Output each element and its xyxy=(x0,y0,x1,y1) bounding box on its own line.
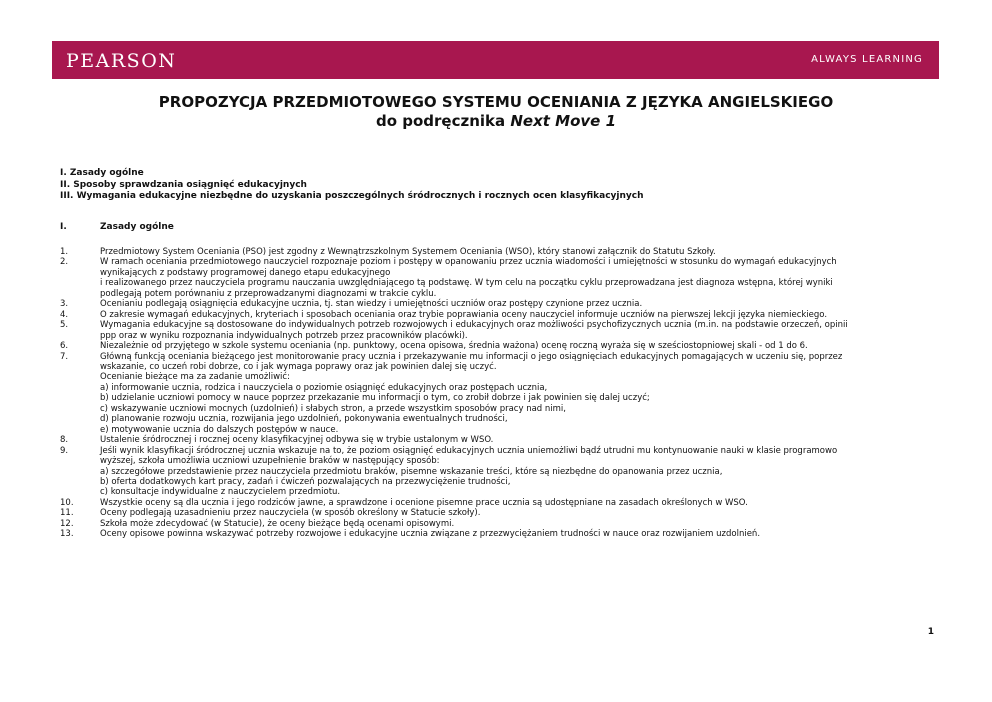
list-item-text: Szkoła może zdecydować (w Statucie), że oceny bieżące będą ocenami opisowymi. xyxy=(100,518,455,529)
list-item-text: c) konsultacje indywidualne z nauczycielem przedmiotu. xyxy=(100,487,341,498)
brand-logo: PEARSON xyxy=(66,50,177,72)
list-item-text: a) informowanie ucznia, rodzica i nauczyciela o poziomie osiągnięć edukacyjnych oraz postępach ucznia, xyxy=(100,382,548,393)
list-item-continuation xyxy=(60,372,930,382)
subtitle-book-name: Next Move 1 xyxy=(510,112,617,130)
list-item-text: Niezależnie od przyjętego w szkole systemu oceniania (np. punktowy, ocena opisowa, średnia ważona) ocenę roczną wyraża się w sześciostopniowej skali - od 1 do 6. xyxy=(100,341,808,352)
list-item-text: W ramach oceniania przedmiotowego nauczyciel rozpoznaje poziom i postępy w opanowaniu przez ucznia wiadomości i umiejętności w stosunku do wymagań edukacyjnych xyxy=(100,257,837,268)
toc-item: II. Sposoby sprawdzania osiągnięć edukacyjnych xyxy=(60,179,307,190)
list-item-continuation xyxy=(60,331,930,341)
list-item-text: i realizowanego przez nauczyciela programu nauczania uwzględniającego tą podstawę. W tym celu na początku cyklu przeprowadzana jest diagnoza wstępna, której wyniki xyxy=(100,278,833,289)
list-item xyxy=(60,247,930,257)
list-item-text: b) udzielanie uczniowi pomocy w nauce poprzez przekazanie mu informacji o tym, co zrobił dobrze i jak powinien się dalej uczyć; xyxy=(100,393,650,404)
list-item-continuation xyxy=(60,383,930,393)
list-item-text: c) wskazywanie uczniowi mocnych (uzdolnień) i słabych stron, a przede wszystkim sposobów pracy nad nimi, xyxy=(100,403,566,414)
list-item-number xyxy=(60,278,100,288)
list-item-number xyxy=(60,393,100,403)
tagline: ALWAYS LEARNING xyxy=(811,54,923,65)
section-title: Zasady ogólne xyxy=(100,222,174,232)
list-item-text: wynikających z podstawy programowej danego etapu edukacyjnego xyxy=(100,267,391,278)
list-item-continuation xyxy=(60,268,930,278)
list-item-text: Wymagania edukacyjne są dostosowane do indywidualnych potrzeb rozwojowych i edukacyjnych oraz możliwości psychofizycznych ucznia (m.in. na podstawie orzeczeń, opinii xyxy=(100,320,848,331)
list-item-number: 2. xyxy=(60,257,69,268)
list-item-number xyxy=(60,404,100,414)
list-item-number: 7. xyxy=(60,351,69,362)
list-item-text: Przedmiotowy System Oceniania (PSO) jest zgodny z Wewnątrzszkolnym Systemem Oceniania (WSO), który stanowi załącznik do Statutu Szkoły. xyxy=(100,247,716,257)
list-item-number: 10. xyxy=(60,497,74,508)
list-item-text: b) oferta dodatkowych kart pracy, zadań i ćwiczeń pozwalających na przezwyciężenie trudności, xyxy=(100,476,511,487)
list-item-text: d) planowanie rozwoju ucznia, rozwijania jego uzdolnień, pokonywania ewentualnych trudności, xyxy=(100,414,508,425)
list-item-number: 4. xyxy=(60,309,69,320)
list-item-number xyxy=(60,456,100,466)
list-item-continuation xyxy=(60,477,930,487)
list-item-number xyxy=(60,289,100,299)
list-item-continuation xyxy=(60,456,930,466)
list-item-number: 6. xyxy=(60,341,69,352)
list-item-number: 13. xyxy=(60,529,74,540)
list-item xyxy=(60,508,930,518)
list-item-number: 12. xyxy=(60,518,74,529)
list-item xyxy=(60,310,930,320)
list-item xyxy=(60,498,930,508)
list-item-number xyxy=(60,268,100,278)
list-item-number xyxy=(60,372,100,382)
list-item-number xyxy=(60,362,100,372)
list-item-text: Jeśli wynik klasyfikacji śródrocznej ucznia wskazuje na to, że poziom osiągnięć edukacyjnych ucznia uniemożliwi bądź utrudni mu kontynuowanie nauki w klasie programowo xyxy=(100,445,838,456)
list-item-continuation xyxy=(60,278,930,288)
pearson-banner xyxy=(52,41,939,79)
list-item xyxy=(60,320,930,330)
list-item-number: 8. xyxy=(60,435,69,446)
list-item-text: podlegają potem porównaniu z przeprowadzanymi diagnozami w trakcie cyklu. xyxy=(100,288,437,299)
section-number: I. xyxy=(60,222,67,232)
list-item-text: Wszystkie oceny są dla ucznia i jego rodziców jawne, a sprawdzone i ocenione pisemne prace ucznia są udostępniane na zasadach określonych w WSO. xyxy=(100,497,748,508)
list-item-number xyxy=(60,477,100,487)
list-item-number: 3. xyxy=(60,299,69,310)
list-item-text: Ocenianie bieżące ma za zadanie umożliwić: xyxy=(100,372,290,383)
list-item-number xyxy=(60,467,100,477)
list-item-number: 9. xyxy=(60,445,69,456)
table-of-contents xyxy=(60,168,644,203)
list-item-text: Ocenianiu podlegają osiągnięcia edukacyjne ucznia, tj. stan wiedzy i umiejętności uczniów oraz postępy czynione przez ucznia. xyxy=(100,299,643,310)
rules-list xyxy=(60,247,930,540)
document-title: PROPOZYCJA PRZEDMIOTOWEGO SYSTEMU OCENIANIA Z JĘZYKA ANGIELSKIEGO xyxy=(158,93,834,111)
list-item-continuation xyxy=(60,487,930,497)
list-item xyxy=(60,352,930,362)
page-number: 1 xyxy=(927,627,934,637)
list-item-continuation xyxy=(60,425,930,435)
list-item xyxy=(60,519,930,529)
toc-item: I. Zasady ogólne xyxy=(60,168,144,178)
subtitle-prefix: do podręcznika xyxy=(375,112,511,130)
list-item-number xyxy=(60,414,100,424)
list-item-number: 11. xyxy=(60,508,74,519)
list-item-number xyxy=(60,487,100,497)
list-item-continuation xyxy=(60,289,930,299)
list-item xyxy=(60,435,930,445)
list-item-number xyxy=(60,425,100,435)
list-item xyxy=(60,299,930,309)
list-item-text: wskazanie, co uczeń robi dobrze, co i jak wymaga poprawy oraz jak powinien dalej się uczyć. xyxy=(100,361,497,372)
list-item-text: a) szczegółowe przedstawienie przez nauczyciela przedmiotu braków, pisemne wskazanie treści, które są niezbędne do opanowania przez ucznia, xyxy=(100,466,723,477)
list-item xyxy=(60,341,930,351)
document-subtitle xyxy=(0,112,992,130)
list-item-text: Oceny opisowe powinna wskazywać potrzeby rozwojowe i edukacyjne ucznia związane z przezwyciężaniem trudności w nauce oraz rozwijaniem uzdolnień. xyxy=(100,529,761,540)
list-item-continuation xyxy=(60,404,930,414)
list-item-number: 5. xyxy=(60,320,69,331)
list-item-continuation xyxy=(60,414,930,424)
list-item-text: ppp oraz w wyniku rozpoznania indywidualnych potrzeb przez pracowników placówki). xyxy=(100,330,468,341)
list-item-number xyxy=(60,383,100,393)
list-item xyxy=(60,446,930,456)
list-item-continuation xyxy=(60,393,930,403)
list-item xyxy=(60,529,930,539)
list-item-continuation xyxy=(60,467,930,477)
list-item-number xyxy=(60,331,100,341)
list-item xyxy=(60,257,930,267)
list-item-continuation xyxy=(60,362,930,372)
list-item-number: 1. xyxy=(60,247,69,257)
list-item-text: Główną funkcją oceniania bieżącego jest monitorowanie pracy ucznia i przekazywanie mu informacji o jego osiągnięciach edukacyjnych pomagających w uczeniu się, poprzez xyxy=(100,351,843,362)
list-item-text: wyższej, szkoła umożliwia uczniowi uzupełnienie braków w następujący sposób: xyxy=(100,456,440,467)
toc-item: III. Wymagania edukacyjne niezbędne do uzyskania poszczególnych śródrocznych i rocznych ocen klasyfikacyjnych xyxy=(60,191,644,201)
list-item-text: O zakresie wymagań edukacyjnych, kryteriach i sposobach oceniania oraz trybie poprawiania oceny nauczyciel informuje uczniów na pierwszej lekcji języka niemieckiego. xyxy=(100,309,828,320)
list-item-text: e) motywowanie ucznia do dalszych postępów w nauce. xyxy=(100,424,339,435)
list-item-text: Ustalenie śródrocznej i rocznej oceny klasyfikacyjnej odbywa się w trybie ustalonym w WSO. xyxy=(100,435,494,446)
list-item-text: Oceny podlegają uzasadnieniu przez nauczyciela (w sposób określony w Statucie szkoły). xyxy=(100,508,481,519)
